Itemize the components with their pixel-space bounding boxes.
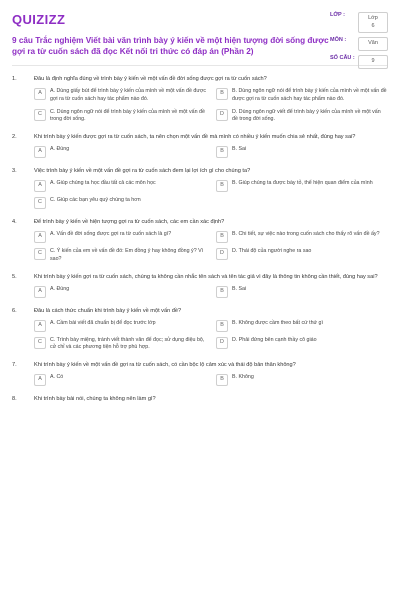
question-item [12, 361, 388, 386]
answer-option[interactable] [34, 197, 206, 209]
question-item [12, 395, 388, 403]
question-text: Đâu là cách thức chuẩn khi trình bày ý kiến về một vấn đề? [34, 307, 182, 314]
option-letter-badge: B [216, 374, 228, 386]
answer-option[interactable] [216, 109, 388, 124]
option-text: A. Đúng [50, 285, 70, 292]
answer-option[interactable] [34, 146, 206, 158]
option-letter-badge: B [216, 88, 228, 100]
question-number: 5. [12, 273, 17, 280]
question-number: 2. [12, 133, 17, 140]
answer-option[interactable] [216, 320, 388, 332]
option-text: A. Vấn đề đời sống được gợi ra từ cuốn sách là gì? [50, 231, 172, 238]
option-letter-badge: C [34, 109, 46, 121]
option-letter-badge: D [216, 109, 228, 121]
question-text: Đâu là định nghĩa đúng về trình bày ý kiến về một vấn đề đời sống được gợi ra từ cuốn sách? [34, 76, 267, 83]
option-text: B. Chi tiết, sự việc nào trong cuốn sách cho thấy rõ vấn đề ấy? [232, 231, 380, 238]
option-text: A. Cầm bài viết đã chuẩn bị để đọc trước lớp [50, 319, 156, 326]
option-letter-badge: A [34, 374, 46, 386]
option-text: D. Phải đứng bên cạnh thầy cô giáo [232, 336, 317, 343]
answer-option[interactable] [216, 146, 388, 158]
option-letter-badge: A [34, 320, 46, 332]
answer-option[interactable] [216, 231, 388, 243]
option-letter-badge: A [34, 231, 46, 243]
answer-option[interactable] [34, 248, 206, 263]
option-letter-badge: D [216, 337, 228, 349]
option-text: B. Sai [232, 285, 247, 292]
option-text: C. Ý kiến của em về vấn đề đó: Em đồng ý hay không đồng ý? Vì sao? [50, 248, 204, 262]
answer-option[interactable] [34, 180, 206, 192]
meta-row-class [330, 12, 388, 33]
answer-option[interactable] [216, 337, 388, 352]
option-letter-badge: B [216, 231, 228, 243]
question-item [12, 167, 388, 209]
meta-panel [330, 12, 388, 73]
answer-option[interactable] [216, 286, 388, 298]
meta-label: LỚP : [330, 12, 345, 18]
option-text: A. Đúng [50, 146, 70, 153]
question-text: Khi trình bày ý kiến về một vấn đề gợi ra từ cuốn sách, có cần bộc lộ cảm xúc và thái độ bản thân không? [34, 362, 296, 369]
option-letter-badge: C [34, 248, 46, 260]
option-text: C. Trình bày miệng, tránh viết thành văn để đọc; sử dụng điệu bộ, cử chỉ và các phương tiện hỗ trợ phù hợp. [50, 336, 205, 351]
option-text: A. Dùng giấy bút để trình bày ý kiến của mình về một vấn đề được gợi ra từ cuốn sách hay tác phẩm nào đó. [50, 88, 207, 102]
option-text: B. Không [232, 374, 254, 381]
option-letter-badge: D [216, 248, 228, 260]
option-letter-badge: C [34, 337, 46, 349]
question-text: Khi trình bày bài nói, chúng ta không nên làm gì? [34, 396, 156, 403]
answer-option[interactable] [34, 231, 206, 243]
question-text: Khi trình bày ý kiến gợi ra từ cuốn sách, chúng ta không cần nhắc tên sách và tên tác giả vì đây là thông tin không cần thiết, đúng hay sai? [34, 273, 378, 280]
question-text: Để trình bày ý kiến về hiện tượng gợi ra từ cuốn sách, các em cần xác định? [34, 219, 225, 226]
option-text: B. Không được cầm theo bất cứ thứ gì [232, 319, 323, 326]
option-letter-badge: C [34, 197, 46, 209]
meta-value-box: Văn [358, 37, 388, 51]
question-number: 1. [12, 76, 17, 83]
answer-option[interactable] [216, 180, 388, 192]
question-text: Khi trình bày ý kiến được gợi ra từ cuốn sách, ta nên chọn một vấn đề mà mình có nhiều ý kiến muốn chia sẻ nhất, đúng hay sai? [34, 133, 356, 140]
option-text: B. Giúp chúng ta được bày tỏ, thể hiện quan điểm của mình [232, 180, 373, 187]
option-text: C. Giúp các bạn yêu quý chúng ta hơn [50, 197, 141, 204]
meta-label: MÔN : [330, 37, 347, 44]
option-text: B. Dùng ngôn ngữ nói để trình bày ý kiến của mình về một vấn đề được gợi ra từ cuốn sách hay tác phẩm nào đó. [232, 88, 387, 102]
quizizz-logo: QUIZIZZ [12, 12, 66, 27]
question-item [12, 133, 388, 158]
meta-row-count [330, 55, 388, 69]
option-text: D. Dùng ngôn ngữ viết để trình bày ý kiến của mình về một vấn đề trong đời sống. [232, 108, 381, 123]
option-letter-badge: B [216, 320, 228, 332]
option-text: D. Thái độ của người nghe ra sao [232, 248, 312, 255]
answer-option[interactable] [34, 320, 206, 332]
question-number: 4. [12, 219, 17, 226]
answer-option[interactable] [34, 374, 206, 386]
option-text: C. Dùng ngôn ngữ nói để trình bày ý kiến của mình về một vấn đề trong đời sống. [50, 108, 205, 123]
meta-value-box: 9 [358, 55, 388, 69]
answer-option[interactable] [34, 88, 206, 103]
question-item [12, 75, 388, 124]
question-number: 3. [12, 168, 17, 175]
option-text: A. Có [50, 374, 64, 381]
question-item [12, 273, 388, 298]
answer-option[interactable] [34, 286, 206, 298]
question-text: Việc trình bày ý kiến về một vấn đề gợi ra từ cuốn sách đem lại lợi ích gì cho chúng ta? [34, 168, 251, 175]
question-item [12, 307, 388, 352]
option-letter-badge: A [34, 146, 46, 158]
option-letter-badge: B [216, 146, 228, 158]
worksheet-title: 9 câu Trắc nghiệm Viết bài văn trình bày ý kiến về một hiện tượng đời sống được gợi ra từ cuốn sách đã đọc Kết nối tri thức có đáp án (Phần 2) [12, 36, 329, 57]
meta-value-box: Lớp 6 [358, 12, 388, 33]
answer-option[interactable] [34, 337, 206, 352]
option-letter-badge: A [34, 88, 46, 100]
option-letter-badge: B [216, 286, 228, 298]
question-number: 7. [12, 362, 17, 369]
answer-option[interactable] [34, 109, 206, 124]
option-text: B. Sai [232, 146, 247, 153]
meta-row-subject [330, 37, 388, 51]
answer-option[interactable] [216, 248, 388, 263]
option-letter-badge: A [34, 286, 46, 298]
answer-option[interactable] [216, 88, 388, 103]
option-letter-badge: A [34, 180, 46, 192]
option-text: A. Giúp chúng ta học đầu tất cả các môn học [50, 180, 156, 187]
question-item [12, 218, 388, 263]
option-letter-badge: B [216, 180, 228, 192]
question-number: 8. [12, 396, 17, 403]
meta-label: SỐ CÂU : [330, 55, 355, 62]
answer-option[interactable] [216, 374, 388, 386]
question-number: 6. [12, 307, 17, 314]
